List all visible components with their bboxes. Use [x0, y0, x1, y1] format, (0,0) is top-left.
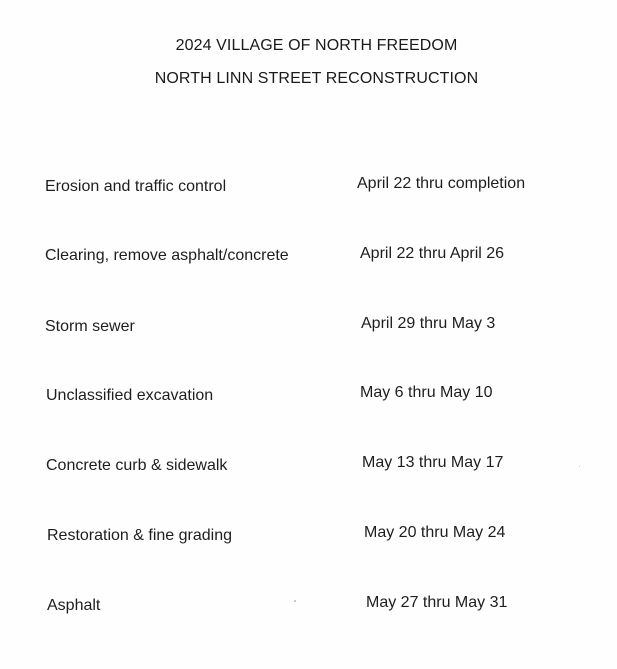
- document-title-line-1: 2024 VILLAGE OF NORTH FREEDOM: [175, 37, 458, 54]
- scan-speck: [579, 466, 580, 467]
- schedule-dates: May 6 thru May 10: [360, 384, 493, 401]
- document-title-line-2: NORTH LINN STREET RECONSTRUCTION: [154, 70, 479, 87]
- schedule-row: [0, 317, 617, 341]
- schedule-task: Restoration & fine grading: [47, 527, 232, 544]
- schedule-task: Unclassified excavation: [46, 387, 214, 404]
- schedule-row: [0, 386, 617, 410]
- schedule-dates: April 22 thru completion: [357, 175, 526, 192]
- schedule-dates: April 29 thru May 3: [361, 315, 496, 332]
- schedule-row: [0, 526, 617, 550]
- schedule-task: Asphalt: [47, 597, 101, 614]
- schedule-task: Concrete curb & sidewalk: [46, 457, 228, 474]
- schedule-row: [0, 596, 617, 620]
- schedule-dates: April 22 thru April 26: [360, 245, 505, 262]
- schedule-row: [0, 177, 617, 201]
- schedule-task: Storm sewer: [45, 318, 135, 335]
- schedule-task: Erosion and traffic control: [45, 178, 227, 195]
- schedule-task: Clearing, remove asphalt/concrete: [45, 247, 289, 264]
- schedule-dates: May 20 thru May 24: [364, 524, 506, 541]
- schedule-dates: May 27 thru May 31: [366, 594, 508, 611]
- schedule-row: [0, 456, 617, 480]
- schedule-row: [0, 246, 617, 270]
- scan-speck: [294, 600, 296, 602]
- schedule-dates: May 13 thru May 17: [362, 454, 504, 471]
